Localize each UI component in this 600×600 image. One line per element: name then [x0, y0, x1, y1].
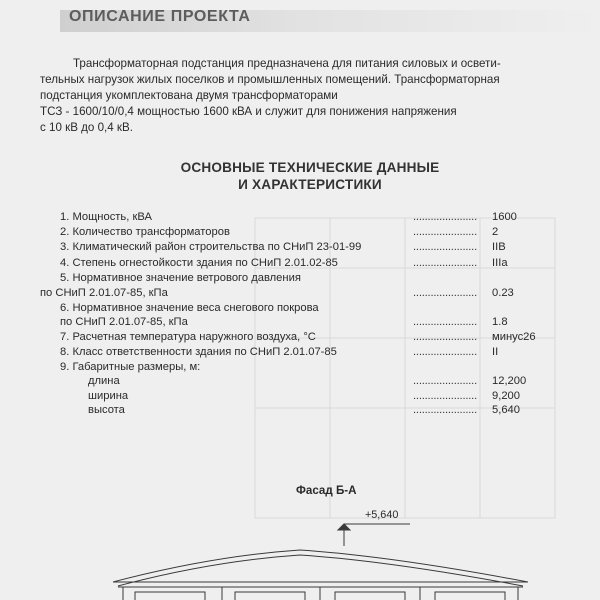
tech-title-line1: ОСНОВНЫЕ ТЕХНИЧЕСКИЕ ДАННЫЕ	[180, 160, 440, 175]
spec-value: минус26	[492, 331, 536, 343]
spec-label: 4. Степень огнестойкости здания по СНиП 2.01.02-85	[60, 257, 338, 269]
intro-line: с 10 кВ до 0,4 кВ.	[40, 121, 133, 134]
spec-label: высота	[88, 404, 125, 416]
spec-dots: ......................	[413, 331, 477, 343]
spec-label: ширина	[88, 390, 129, 402]
elevation-label: +5,640	[365, 509, 399, 521]
spec-value: 1600	[492, 211, 517, 223]
facade-window	[435, 592, 505, 600]
spec-value: 0.23	[492, 287, 514, 299]
spec-dots: ......................	[413, 375, 477, 387]
spec-label: по СНиП 2.01.07-85, кПа	[40, 287, 168, 299]
facade-title: Фасад Б-А	[296, 484, 357, 497]
spec-label: 8. Класс ответственности здания по СНиП 2.01.07-85	[60, 346, 337, 358]
spec-value: 9,200	[492, 390, 520, 402]
spec-dots: ......................	[413, 241, 477, 253]
spec-dots: ......................	[413, 226, 477, 238]
spec-label: 6. Нормативное значение веса снегового покрова	[60, 302, 319, 314]
intro-line: тельных нагрузок жилых поселков и промышленных помещений. Трансформаторная	[40, 73, 500, 86]
facade-window	[135, 592, 205, 600]
spec-value: II	[492, 346, 499, 358]
intro-line: подстанция укомплектована двумя трансформаторами	[40, 89, 338, 102]
spec-dots: ......................	[413, 346, 477, 358]
spec-value: 2	[492, 226, 499, 238]
roof-outline-inner	[118, 555, 523, 586]
spec-label: по СНиП 2.01.07-85, кПа	[60, 316, 188, 328]
spec-label: 2. Количество трансформаторов	[60, 226, 230, 238]
intro-paragraph	[40, 56, 570, 136]
spec-value: IIВ	[492, 241, 506, 253]
elevation-marker-icon	[338, 524, 350, 530]
tech-specs-title	[0, 159, 600, 193]
spec-value: IIIа	[492, 257, 508, 269]
spec-dots: ......................	[413, 316, 477, 328]
intro-line: ТСЗ - 1600/10/0,4 мощностью 1600 кВА и служит для понижения напряжения	[40, 105, 457, 118]
spec-label: 3. Климатический район строительства по СНиП 23-01-99	[60, 241, 362, 253]
spec-dots: ......................	[413, 211, 477, 223]
spec-dots: ......................	[413, 404, 477, 416]
spec-label: 5. Нормативное значение ветрового давления	[60, 272, 301, 284]
spec-label: длина	[88, 375, 120, 387]
spec-value: 1.8	[492, 316, 508, 328]
spec-label: 1. Мощность, кВА	[60, 211, 152, 223]
spec-dots: ......................	[413, 287, 477, 299]
tech-title-line2: И ХАРАКТЕРИСТИКИ	[238, 177, 382, 192]
spec-label: 9. Габаритные размеры, м:	[60, 361, 201, 373]
spec-dots: ......................	[413, 390, 477, 402]
facade-window	[335, 592, 405, 600]
intro-line: Трансформаторная подстанция предназначена для питания силовых и освети-	[73, 57, 501, 70]
spec-dots: ......................	[413, 257, 477, 269]
section-title: ОПИСАНИЕ ПРОЕКТА	[69, 8, 251, 25]
spec-value: 5,640	[492, 404, 520, 416]
roof-outline	[113, 550, 528, 582]
spec-value: 12,200	[492, 375, 527, 387]
facade-window	[235, 592, 305, 600]
spec-label: 7. Расчетная температура наружного воздуха, °С	[60, 331, 316, 343]
